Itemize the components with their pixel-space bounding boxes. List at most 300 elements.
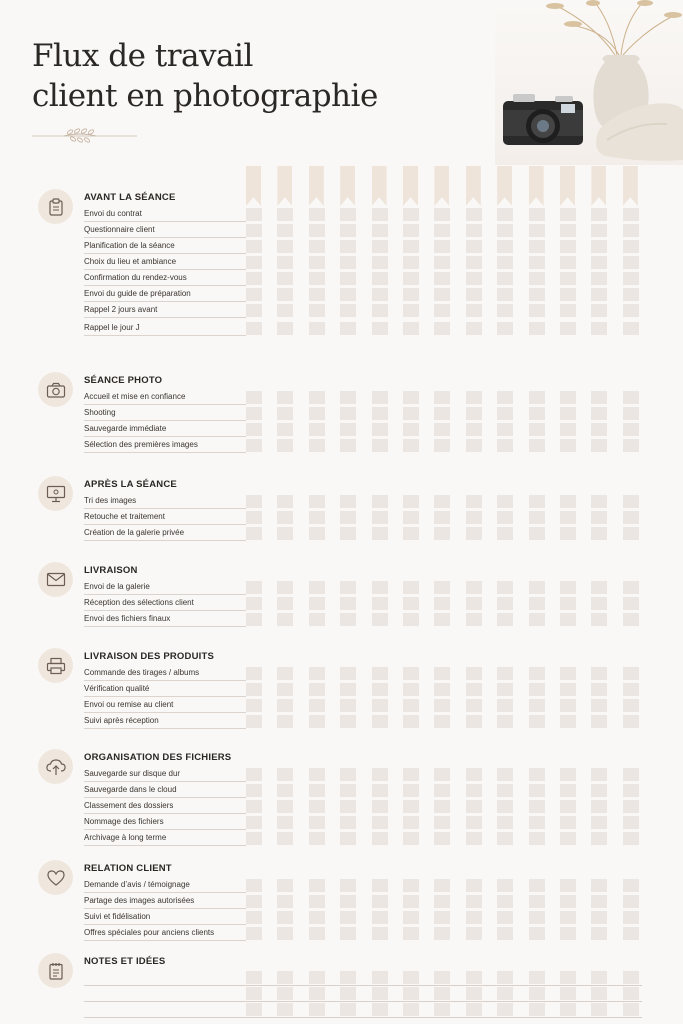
task-checkbox[interactable]	[623, 784, 639, 797]
task-checkbox[interactable]	[466, 667, 482, 680]
notes-checkbox[interactable]	[340, 1003, 356, 1016]
task-checkbox[interactable]	[529, 667, 545, 680]
notes-checkbox[interactable]	[529, 971, 545, 984]
task-checkbox[interactable]	[560, 699, 576, 712]
task-checkbox[interactable]	[277, 224, 293, 237]
task-checkbox[interactable]	[591, 272, 607, 285]
notes-checkbox[interactable]	[623, 1003, 639, 1016]
task-checkbox[interactable]	[529, 288, 545, 301]
notes-checkbox[interactable]	[403, 1003, 419, 1016]
task-checkbox[interactable]	[246, 879, 262, 892]
task-checkbox[interactable]	[560, 832, 576, 845]
task-checkbox[interactable]	[277, 256, 293, 269]
task-checkbox[interactable]	[277, 527, 293, 540]
task-checkbox[interactable]	[466, 511, 482, 524]
notes-checkbox[interactable]	[466, 987, 482, 1000]
task-checkbox[interactable]	[403, 288, 419, 301]
task-checkbox[interactable]	[466, 224, 482, 237]
task-checkbox[interactable]	[434, 597, 450, 610]
task-checkbox[interactable]	[529, 927, 545, 940]
task-checkbox[interactable]	[529, 272, 545, 285]
task-checkbox[interactable]	[309, 613, 325, 626]
task-checkbox[interactable]	[497, 511, 513, 524]
notes-checkbox[interactable]	[309, 971, 325, 984]
notes-line[interactable]	[84, 1001, 642, 1002]
notes-checkbox[interactable]	[497, 1003, 513, 1016]
task-checkbox[interactable]	[372, 715, 388, 728]
task-checkbox[interactable]	[246, 667, 262, 680]
task-checkbox[interactable]	[277, 407, 293, 420]
task-checkbox[interactable]	[434, 304, 450, 317]
task-checkbox[interactable]	[403, 423, 419, 436]
task-checkbox[interactable]	[277, 800, 293, 813]
task-checkbox[interactable]	[246, 527, 262, 540]
task-checkbox[interactable]	[340, 495, 356, 508]
task-checkbox[interactable]	[466, 895, 482, 908]
task-checkbox[interactable]	[591, 879, 607, 892]
notes-checkbox[interactable]	[497, 987, 513, 1000]
task-checkbox[interactable]	[340, 879, 356, 892]
task-checkbox[interactable]	[591, 495, 607, 508]
task-checkbox[interactable]	[434, 667, 450, 680]
task-checkbox[interactable]	[591, 511, 607, 524]
task-checkbox[interactable]	[591, 304, 607, 317]
task-checkbox[interactable]	[372, 768, 388, 781]
task-checkbox[interactable]	[340, 224, 356, 237]
task-checkbox[interactable]	[466, 495, 482, 508]
task-checkbox[interactable]	[466, 423, 482, 436]
task-checkbox[interactable]	[529, 800, 545, 813]
task-checkbox[interactable]	[246, 699, 262, 712]
task-checkbox[interactable]	[434, 800, 450, 813]
task-checkbox[interactable]	[560, 304, 576, 317]
task-checkbox[interactable]	[497, 439, 513, 452]
notes-checkbox[interactable]	[434, 987, 450, 1000]
task-checkbox[interactable]	[309, 208, 325, 221]
task-checkbox[interactable]	[340, 911, 356, 924]
task-checkbox[interactable]	[309, 288, 325, 301]
task-checkbox[interactable]	[466, 272, 482, 285]
task-checkbox[interactable]	[372, 208, 388, 221]
task-checkbox[interactable]	[403, 256, 419, 269]
notes-checkbox[interactable]	[623, 987, 639, 1000]
task-checkbox[interactable]	[560, 423, 576, 436]
task-checkbox[interactable]	[466, 439, 482, 452]
task-checkbox[interactable]	[529, 439, 545, 452]
task-checkbox[interactable]	[403, 800, 419, 813]
task-checkbox[interactable]	[372, 800, 388, 813]
task-checkbox[interactable]	[277, 208, 293, 221]
task-checkbox[interactable]	[277, 927, 293, 940]
task-checkbox[interactable]	[529, 895, 545, 908]
task-checkbox[interactable]	[340, 240, 356, 253]
task-checkbox[interactable]	[591, 784, 607, 797]
task-checkbox[interactable]	[560, 511, 576, 524]
task-checkbox[interactable]	[246, 511, 262, 524]
notes-checkbox[interactable]	[246, 1003, 262, 1016]
task-checkbox[interactable]	[466, 527, 482, 540]
task-checkbox[interactable]	[529, 784, 545, 797]
task-checkbox[interactable]	[497, 423, 513, 436]
task-checkbox[interactable]	[372, 391, 388, 404]
task-checkbox[interactable]	[497, 597, 513, 610]
task-checkbox[interactable]	[246, 832, 262, 845]
task-checkbox[interactable]	[340, 322, 356, 335]
task-checkbox[interactable]	[623, 495, 639, 508]
task-checkbox[interactable]	[309, 304, 325, 317]
task-checkbox[interactable]	[623, 288, 639, 301]
task-checkbox[interactable]	[372, 683, 388, 696]
notes-checkbox[interactable]	[623, 971, 639, 984]
task-checkbox[interactable]	[529, 683, 545, 696]
task-checkbox[interactable]	[434, 322, 450, 335]
task-checkbox[interactable]	[403, 699, 419, 712]
task-checkbox[interactable]	[309, 768, 325, 781]
task-checkbox[interactable]	[497, 527, 513, 540]
task-checkbox[interactable]	[340, 715, 356, 728]
task-checkbox[interactable]	[372, 613, 388, 626]
task-checkbox[interactable]	[560, 715, 576, 728]
task-checkbox[interactable]	[340, 407, 356, 420]
task-checkbox[interactable]	[372, 495, 388, 508]
task-checkbox[interactable]	[560, 800, 576, 813]
task-checkbox[interactable]	[623, 581, 639, 594]
task-checkbox[interactable]	[372, 511, 388, 524]
notes-checkbox[interactable]	[591, 1003, 607, 1016]
task-checkbox[interactable]	[277, 879, 293, 892]
task-checkbox[interactable]	[591, 439, 607, 452]
task-checkbox[interactable]	[560, 256, 576, 269]
notes-checkbox[interactable]	[372, 987, 388, 1000]
task-checkbox[interactable]	[466, 256, 482, 269]
task-checkbox[interactable]	[372, 272, 388, 285]
task-checkbox[interactable]	[246, 439, 262, 452]
task-checkbox[interactable]	[372, 895, 388, 908]
task-checkbox[interactable]	[466, 699, 482, 712]
task-checkbox[interactable]	[403, 439, 419, 452]
task-checkbox[interactable]	[246, 240, 262, 253]
task-checkbox[interactable]	[560, 667, 576, 680]
task-checkbox[interactable]	[277, 304, 293, 317]
task-checkbox[interactable]	[403, 816, 419, 829]
task-checkbox[interactable]	[591, 800, 607, 813]
task-checkbox[interactable]	[623, 240, 639, 253]
task-checkbox[interactable]	[623, 832, 639, 845]
task-checkbox[interactable]	[372, 879, 388, 892]
task-checkbox[interactable]	[466, 208, 482, 221]
task-checkbox[interactable]	[623, 527, 639, 540]
task-checkbox[interactable]	[497, 784, 513, 797]
task-checkbox[interactable]	[591, 407, 607, 420]
notes-checkbox[interactable]	[434, 971, 450, 984]
task-checkbox[interactable]	[466, 784, 482, 797]
task-checkbox[interactable]	[246, 613, 262, 626]
task-checkbox[interactable]	[340, 800, 356, 813]
task-checkbox[interactable]	[623, 224, 639, 237]
task-checkbox[interactable]	[372, 816, 388, 829]
task-checkbox[interactable]	[340, 288, 356, 301]
task-checkbox[interactable]	[623, 304, 639, 317]
task-checkbox[interactable]	[466, 581, 482, 594]
task-checkbox[interactable]	[434, 527, 450, 540]
notes-checkbox[interactable]	[309, 987, 325, 1000]
task-checkbox[interactable]	[591, 322, 607, 335]
task-checkbox[interactable]	[529, 597, 545, 610]
task-checkbox[interactable]	[497, 832, 513, 845]
task-checkbox[interactable]	[623, 816, 639, 829]
task-checkbox[interactable]	[246, 495, 262, 508]
task-checkbox[interactable]	[560, 224, 576, 237]
task-checkbox[interactable]	[497, 391, 513, 404]
task-checkbox[interactable]	[434, 832, 450, 845]
task-checkbox[interactable]	[560, 272, 576, 285]
task-checkbox[interactable]	[372, 439, 388, 452]
task-checkbox[interactable]	[591, 224, 607, 237]
task-checkbox[interactable]	[277, 699, 293, 712]
task-checkbox[interactable]	[372, 240, 388, 253]
task-checkbox[interactable]	[309, 816, 325, 829]
task-checkbox[interactable]	[340, 597, 356, 610]
task-checkbox[interactable]	[309, 667, 325, 680]
task-checkbox[interactable]	[591, 895, 607, 908]
task-checkbox[interactable]	[340, 272, 356, 285]
task-checkbox[interactable]	[560, 816, 576, 829]
task-checkbox[interactable]	[340, 768, 356, 781]
task-checkbox[interactable]	[403, 527, 419, 540]
task-checkbox[interactable]	[309, 272, 325, 285]
task-checkbox[interactable]	[277, 439, 293, 452]
task-checkbox[interactable]	[434, 391, 450, 404]
task-checkbox[interactable]	[309, 581, 325, 594]
task-checkbox[interactable]	[403, 667, 419, 680]
task-checkbox[interactable]	[560, 208, 576, 221]
task-checkbox[interactable]	[434, 208, 450, 221]
task-checkbox[interactable]	[277, 816, 293, 829]
task-checkbox[interactable]	[466, 597, 482, 610]
task-checkbox[interactable]	[466, 927, 482, 940]
task-checkbox[interactable]	[591, 832, 607, 845]
task-checkbox[interactable]	[434, 256, 450, 269]
task-checkbox[interactable]	[403, 240, 419, 253]
task-checkbox[interactable]	[246, 911, 262, 924]
task-checkbox[interactable]	[372, 256, 388, 269]
task-checkbox[interactable]	[277, 784, 293, 797]
task-checkbox[interactable]	[591, 911, 607, 924]
task-checkbox[interactable]	[623, 407, 639, 420]
task-checkbox[interactable]	[497, 581, 513, 594]
notes-checkbox[interactable]	[309, 1003, 325, 1016]
notes-checkbox[interactable]	[591, 971, 607, 984]
task-checkbox[interactable]	[497, 895, 513, 908]
task-checkbox[interactable]	[466, 683, 482, 696]
task-checkbox[interactable]	[497, 304, 513, 317]
task-checkbox[interactable]	[277, 613, 293, 626]
notes-checkbox[interactable]	[340, 987, 356, 1000]
task-checkbox[interactable]	[372, 527, 388, 540]
task-checkbox[interactable]	[403, 391, 419, 404]
task-checkbox[interactable]	[372, 832, 388, 845]
notes-checkbox[interactable]	[403, 971, 419, 984]
task-checkbox[interactable]	[340, 439, 356, 452]
notes-checkbox[interactable]	[560, 987, 576, 1000]
task-checkbox[interactable]	[403, 715, 419, 728]
task-checkbox[interactable]	[497, 256, 513, 269]
task-checkbox[interactable]	[403, 322, 419, 335]
task-checkbox[interactable]	[529, 581, 545, 594]
task-checkbox[interactable]	[623, 613, 639, 626]
task-checkbox[interactable]	[466, 800, 482, 813]
task-checkbox[interactable]	[340, 784, 356, 797]
task-checkbox[interactable]	[560, 597, 576, 610]
task-checkbox[interactable]	[372, 304, 388, 317]
task-checkbox[interactable]	[591, 391, 607, 404]
notes-checkbox[interactable]	[372, 1003, 388, 1016]
task-checkbox[interactable]	[560, 784, 576, 797]
task-checkbox[interactable]	[277, 495, 293, 508]
task-checkbox[interactable]	[309, 597, 325, 610]
task-checkbox[interactable]	[372, 288, 388, 301]
task-checkbox[interactable]	[309, 439, 325, 452]
task-checkbox[interactable]	[372, 581, 388, 594]
task-checkbox[interactable]	[466, 768, 482, 781]
notes-checkbox[interactable]	[340, 971, 356, 984]
task-checkbox[interactable]	[560, 613, 576, 626]
task-checkbox[interactable]	[277, 288, 293, 301]
task-checkbox[interactable]	[560, 288, 576, 301]
notes-line[interactable]	[84, 985, 642, 986]
task-checkbox[interactable]	[246, 304, 262, 317]
task-checkbox[interactable]	[246, 784, 262, 797]
task-checkbox[interactable]	[591, 927, 607, 940]
task-checkbox[interactable]	[623, 322, 639, 335]
task-checkbox[interactable]	[560, 527, 576, 540]
task-checkbox[interactable]	[623, 272, 639, 285]
task-checkbox[interactable]	[591, 288, 607, 301]
task-checkbox[interactable]	[434, 224, 450, 237]
task-checkbox[interactable]	[466, 911, 482, 924]
task-checkbox[interactable]	[246, 581, 262, 594]
task-checkbox[interactable]	[623, 208, 639, 221]
task-checkbox[interactable]	[340, 256, 356, 269]
task-checkbox[interactable]	[434, 495, 450, 508]
task-checkbox[interactable]	[309, 927, 325, 940]
task-checkbox[interactable]	[340, 613, 356, 626]
task-checkbox[interactable]	[560, 927, 576, 940]
task-checkbox[interactable]	[372, 784, 388, 797]
task-checkbox[interactable]	[529, 511, 545, 524]
task-checkbox[interactable]	[529, 879, 545, 892]
notes-checkbox[interactable]	[434, 1003, 450, 1016]
task-checkbox[interactable]	[277, 683, 293, 696]
task-checkbox[interactable]	[623, 911, 639, 924]
task-checkbox[interactable]	[403, 895, 419, 908]
notes-checkbox[interactable]	[403, 987, 419, 1000]
task-checkbox[interactable]	[403, 768, 419, 781]
task-checkbox[interactable]	[340, 927, 356, 940]
task-checkbox[interactable]	[309, 391, 325, 404]
task-checkbox[interactable]	[560, 911, 576, 924]
task-checkbox[interactable]	[403, 511, 419, 524]
notes-line[interactable]	[84, 1017, 642, 1018]
task-checkbox[interactable]	[529, 699, 545, 712]
task-checkbox[interactable]	[591, 256, 607, 269]
task-checkbox[interactable]	[623, 597, 639, 610]
task-checkbox[interactable]	[529, 322, 545, 335]
task-checkbox[interactable]	[466, 304, 482, 317]
task-checkbox[interactable]	[309, 784, 325, 797]
task-checkbox[interactable]	[277, 768, 293, 781]
task-checkbox[interactable]	[403, 832, 419, 845]
task-checkbox[interactable]	[466, 288, 482, 301]
notes-checkbox[interactable]	[560, 971, 576, 984]
task-checkbox[interactable]	[560, 768, 576, 781]
task-checkbox[interactable]	[529, 423, 545, 436]
notes-checkbox[interactable]	[277, 1003, 293, 1016]
task-checkbox[interactable]	[497, 911, 513, 924]
task-checkbox[interactable]	[372, 224, 388, 237]
task-checkbox[interactable]	[309, 527, 325, 540]
task-checkbox[interactable]	[277, 832, 293, 845]
task-checkbox[interactable]	[403, 613, 419, 626]
task-checkbox[interactable]	[309, 322, 325, 335]
task-checkbox[interactable]	[403, 879, 419, 892]
task-checkbox[interactable]	[434, 715, 450, 728]
task-checkbox[interactable]	[403, 597, 419, 610]
task-checkbox[interactable]	[309, 800, 325, 813]
notes-checkbox[interactable]	[529, 987, 545, 1000]
task-checkbox[interactable]	[466, 240, 482, 253]
task-checkbox[interactable]	[246, 391, 262, 404]
task-checkbox[interactable]	[434, 439, 450, 452]
notes-checkbox[interactable]	[277, 971, 293, 984]
task-checkbox[interactable]	[372, 699, 388, 712]
task-checkbox[interactable]	[497, 322, 513, 335]
task-checkbox[interactable]	[560, 683, 576, 696]
task-checkbox[interactable]	[246, 597, 262, 610]
task-checkbox[interactable]	[591, 667, 607, 680]
task-checkbox[interactable]	[309, 407, 325, 420]
task-checkbox[interactable]	[497, 208, 513, 221]
task-checkbox[interactable]	[497, 495, 513, 508]
task-checkbox[interactable]	[309, 511, 325, 524]
task-checkbox[interactable]	[560, 391, 576, 404]
task-checkbox[interactable]	[403, 927, 419, 940]
task-checkbox[interactable]	[529, 240, 545, 253]
task-checkbox[interactable]	[623, 683, 639, 696]
task-checkbox[interactable]	[403, 304, 419, 317]
task-checkbox[interactable]	[434, 911, 450, 924]
task-checkbox[interactable]	[497, 683, 513, 696]
task-checkbox[interactable]	[466, 832, 482, 845]
task-checkbox[interactable]	[372, 407, 388, 420]
task-checkbox[interactable]	[277, 423, 293, 436]
task-checkbox[interactable]	[591, 597, 607, 610]
task-checkbox[interactable]	[434, 927, 450, 940]
task-checkbox[interactable]	[623, 800, 639, 813]
task-checkbox[interactable]	[246, 208, 262, 221]
task-checkbox[interactable]	[309, 879, 325, 892]
task-checkbox[interactable]	[529, 816, 545, 829]
task-checkbox[interactable]	[277, 322, 293, 335]
notes-checkbox[interactable]	[560, 1003, 576, 1016]
task-checkbox[interactable]	[277, 272, 293, 285]
task-checkbox[interactable]	[466, 715, 482, 728]
task-checkbox[interactable]	[497, 816, 513, 829]
task-checkbox[interactable]	[372, 927, 388, 940]
task-checkbox[interactable]	[434, 407, 450, 420]
task-checkbox[interactable]	[497, 800, 513, 813]
task-checkbox[interactable]	[340, 527, 356, 540]
